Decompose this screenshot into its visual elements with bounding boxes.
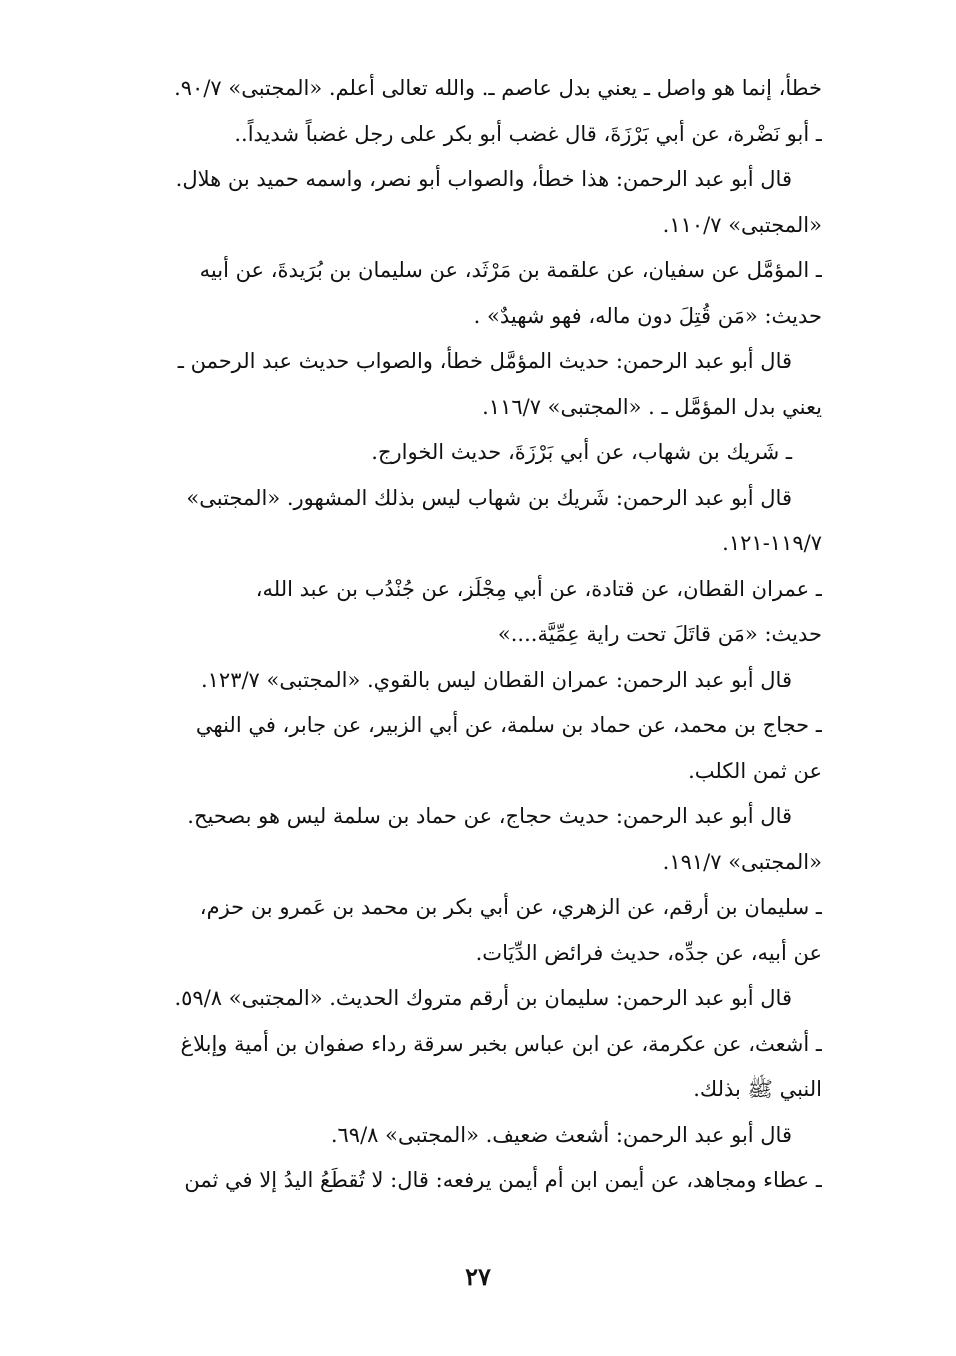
text-line: حديث: «مَن قاتَلَ تحت راية عِمِّيَّة....»: [497, 622, 822, 646]
text-line: قال أبو عبد الرحمن: شَريك بن شهاب ليس بذلك المشهور. «المجتبى»: [186, 485, 792, 510]
text-line: قال أبو عبد الرحمن: حديث حجاج، عن حماد بن سلمة ليس هو بصحيح.: [187, 804, 792, 828]
page-text: [118, 66, 822, 1204]
text-line: ـ أشعث، عن عكرمة، عن ابن عباس بخبر سرقة رداء صفوان بن أمية وإبلاغ: [180, 1031, 822, 1056]
text-line: ١١٩/٧-١٢١.: [722, 531, 822, 555]
text-line: عن ثمن الكلب.: [688, 758, 822, 783]
text-line: ـ أبو نَضْرة، عن أبي بَرْزَةَ، قال غضب أبو بكر على رجل غضباً شديداً..: [234, 121, 822, 146]
text-line: ـ عمران القطان، عن قتادة، عن أبي مِجْلَز، عن جُنْدُب بن عبد الله،: [255, 576, 822, 601]
text-line: ـ عطاء ومجاهد، عن أيمن ابن أم أيمن يرفعه: قال: لا تُقطَعُ اليدُ إلا في ثمن: [184, 1168, 822, 1192]
text-line: ـ شَريك بن شهاب، عن أبي بَرْزَةَ، حديث الخوارج.: [371, 440, 792, 464]
text-line: قال أبو عبد الرحمن: هذا خطأ، والصواب أبو نصر، واسمه حميد بن هلال.: [175, 167, 792, 191]
text-line: ـ المؤمَّل عن سفيان، عن علقمة بن مَرْثَد، عن سليمان بن بُرَيدةَ، عن أبيه: [199, 258, 822, 282]
page-number: ٢٧: [465, 1262, 491, 1291]
text-line: ـ سليمان بن أرقم، عن الزهري، عن أبي بكر بن محمد بن عَمرو بن حزم،: [199, 895, 822, 919]
text-line: النبي ﷺ بذلك.: [693, 1077, 822, 1101]
text-line: قال أبو عبد الرحمن: أشعث ضعيف. «المجتبى» ٦٩/٨.: [330, 1122, 792, 1147]
text-line: حديث: «مَن قُتِلَ دون ماله، فهو شهيدٌ» .: [473, 303, 822, 328]
text-line: «المجتبى» ١٩١/٧.: [662, 849, 822, 874]
text-line: ـ حجاج بن محمد، عن حماد بن سلمة، عن أبي الزبير، عن جابر، في النهي: [195, 713, 822, 737]
text-line: يعني بدل المؤمَّل ـ . «المجتبى» ١١٦/٧.: [482, 394, 822, 419]
text-line: خطأ، إنما هو واصل ـ يعني بدل عاصم ـ. والله تعالى أعلم. «المجتبى» ٩٠/٧.: [174, 76, 822, 100]
text-line: عن أبيه، عن جدِّه، حديث فرائض الدِّيَات.: [475, 940, 822, 965]
text-line: قال أبو عبد الرحمن: عمران القطان ليس بالقوي. «المجتبى» ١٢٣/٧.: [200, 667, 792, 692]
text-line: «المجتبى» ١١٠/٧.: [662, 212, 822, 237]
text-line: قال أبو عبد الرحمن: سليمان بن أرقم متروك الحديث. «المجتبى» ٥٩/٨.: [174, 986, 792, 1010]
text-line: قال أبو عبد الرحمن: حديث المؤمَّل خطأ، والصواب حديث عبد الرحمن ـ: [177, 349, 792, 373]
